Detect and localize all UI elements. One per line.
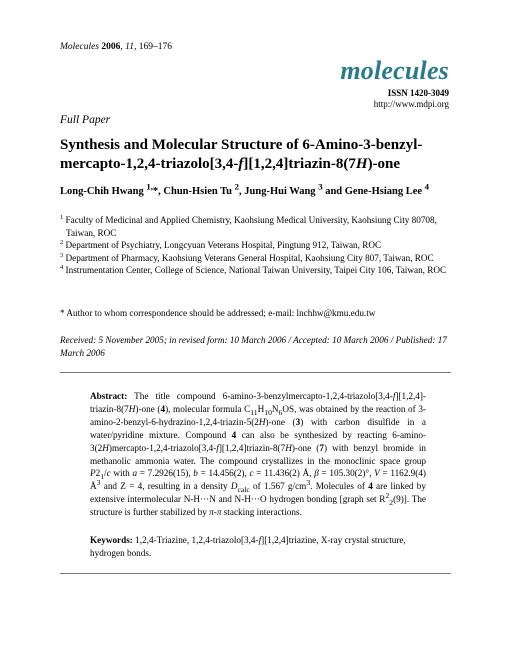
journal-year: 2006 <box>101 42 121 52</box>
abstract-label: Abstract: <box>90 391 128 401</box>
abstract: Abstract: The title compound 6-amino-3-benzylmercapto-1,2,4-triazolo[3,4-f][1,2,4]-triazin-8(7H)-one (4), molecular formula $C_{11}H_{10}N_6OS$, was obtained by the reaction of 3-amino-2-benzyl-6-hydrazino-1,2,4-triazin-5(2H)-one (3) with carbon disulfide in a water/pyridine mixture. Compound 4 can also be synthesized by reacting 6-amino-3(2H)mercapto-1,2,4-triazolo[3,4-f][1,2,4]triazin-8(7H)-one (7) with benzyl bromide in methanolic ammonia water. The compound crystallizes in the monoclinic space group $P2_1/c$ with a = 7.2926(15), b = 14.456(2), c = 11.436(2) Å, β = 105.30(2)°, V = 1162.9(4) $Å^3$ and Z = 4, resulting in a density $D_{calc}$ of 1.567 $g/cm^3$. Molecules of 4 are linked by extensive intermolecular N-H···N and N-H···O hydrogen bonding [graph set $R^2_2(9)$]. The structure is further stabilized by π-π stacking interactions. <box>90 391 427 518</box>
author-list: Long-Chih Hwang $^{1,}$*, Chun-Hsien Tu $^2$, Jung-Hui Wang $^3$ and Gene-Hsiang Lee $^4$ <box>60 181 430 197</box>
journal-volume: 11 <box>125 42 134 52</box>
journal-url[interactable]: http://www.mdpi.org <box>373 99 449 109</box>
journal-name: Molecules <box>60 42 100 52</box>
journal-logo: molecules <box>340 56 449 85</box>
keywords: Keywords: 1,2,4-Triazine, 1,2,4-triazolo[3,4-f][1,2,4]triazine, X-ray crystal structure, hydrogen bonds. <box>90 535 406 558</box>
paper-type: Full Paper <box>60 114 111 126</box>
journal-pages: 169–176 <box>138 42 172 52</box>
affiliation-item: $^4$ Instrumentation Center, College of Science, National Taiwan University, Taipei City 106, Taiwan, ROC <box>60 263 447 275</box>
publication-dates: Received: 5 November 2005; in revised form: 10 March 2006 / Accepted: 10 March 2006 / Published: 17 March 2006 <box>60 335 447 358</box>
top-divider <box>60 372 451 373</box>
journal-citation: Molecules 2006, 11, 169–176 <box>60 42 172 52</box>
issn: ISSN 1420-3049 <box>387 88 449 98</box>
affiliation-item: $^1$ Faculty of Medicinal and Applied Chemistry, Kaohsiung Medical University, Kaohsiung City 80708, Taiwan, ROC <box>60 213 437 238</box>
affiliation-item: $^3$ Department of Pharmacy, Kaohsiung Veterans General Hospital, Kaohsiung City 807, Taiwan, ROC <box>60 251 434 263</box>
affiliation-list <box>60 214 455 277</box>
keywords-label: Keywords: <box>90 535 133 545</box>
affiliation-item: $^2$ Department of Psychiatry, Longcyuan Veterans Hospital, Pingtung 912, Taiwan, ROC <box>60 238 382 250</box>
paper-title: Synthesis and Molecular Structure of 6-Amino-3-benzyl-mercapto-1,2,4-triazolo[3,4-f][1,2,4]triazin-8(7H)-one <box>60 137 423 172</box>
correspondence-note: * Author to whom correspondence should be addressed; e-mail: lnchhw@kmu.edu.tw <box>60 308 376 318</box>
bottom-divider <box>60 573 451 574</box>
